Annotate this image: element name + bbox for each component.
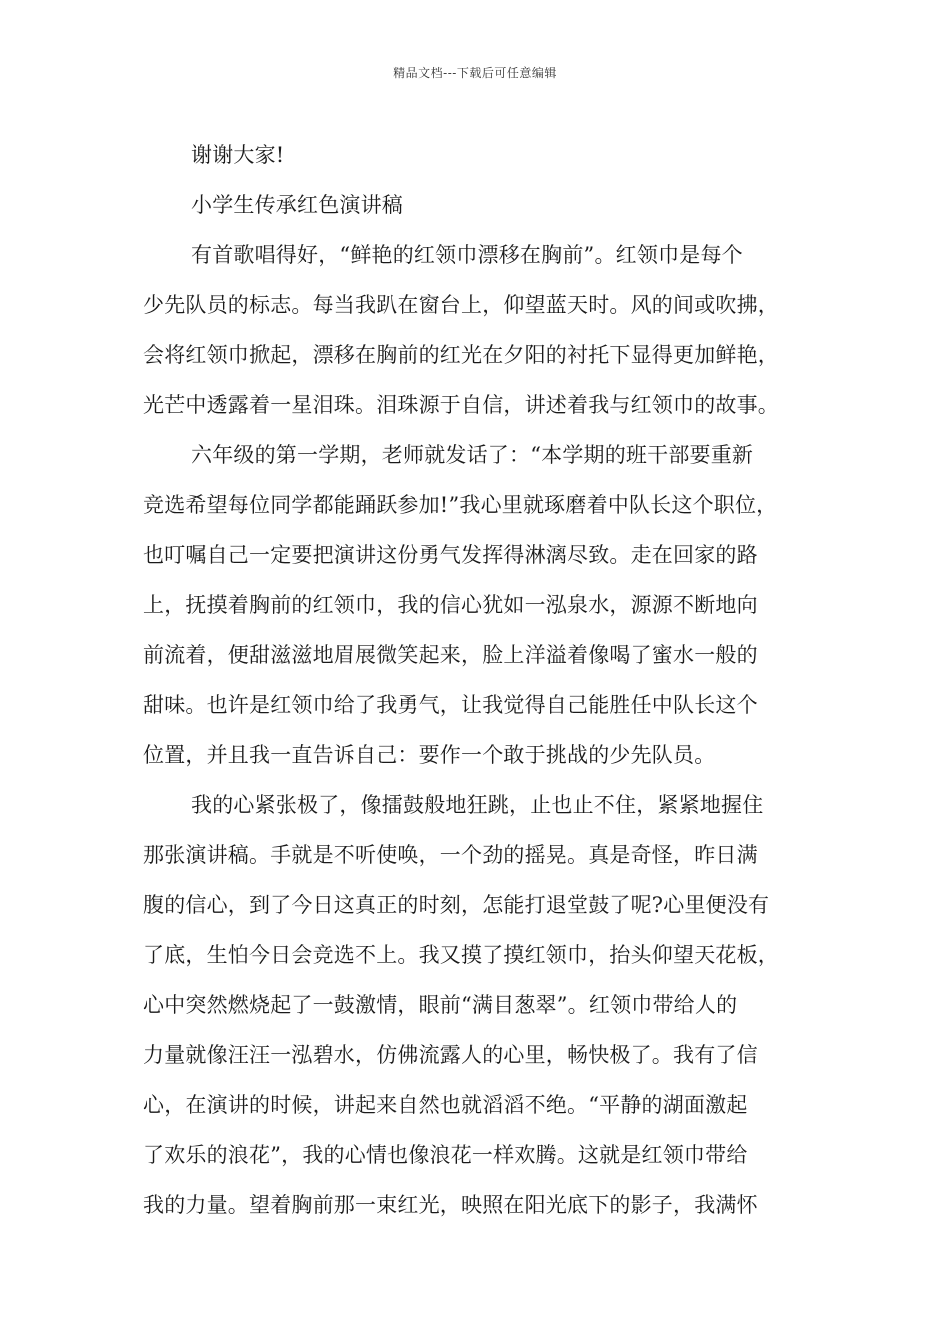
text-line: 竞选希望每位同学都能踊跃参加!”我心里就琢磨着中队长这个职位， — [143, 493, 778, 517]
text-line: 力量就像汪汪一泓碧水，仿佛流露人的心里，畅快极了。我有了信 — [143, 1043, 758, 1067]
text-line: 那张演讲稿。手就是不听使唤，一个劲的摇晃。真是奇怪，昨日满 — [143, 843, 758, 867]
closing-line: 谢谢大家! — [191, 143, 285, 167]
text-line: 了欢乐的浪花”，我的心情也像浪花一样欢腾。这就是红领巾带给 — [143, 1143, 748, 1167]
paragraph-3 — [143, 780, 823, 1230]
text-line: 位置，并且我一直告诉自己：要作一个敢于挑战的少先队员。 — [143, 743, 716, 767]
text-line: 六年级的第一学期，老师就发话了：“本学期的班干部要重新 — [191, 443, 754, 467]
text-line: 我的心紧张极了，像擂鼓般地狂跳，止也止不住，紧紧地握住 — [191, 793, 764, 817]
text-line: 甜味。也许是红领巾给了我勇气，让我觉得自己能胜任中队长这个 — [143, 693, 758, 717]
text-line: 光芒中透露着一星泪珠。泪珠源于自信，讲述着我与红领巾的故事。 — [143, 393, 779, 417]
page-header: 精品文档---下载后可任意编辑 — [393, 66, 557, 80]
text-line: 心，在演讲的时候，讲起来自然也就滔滔不绝。“平静的湖面激起 — [143, 1093, 748, 1117]
text-line: 也叮嘱自己一定要把演讲这份勇气发挥得淋漓尽致。走在回家的路 — [143, 543, 758, 567]
text-line: 腹的信心，到了今日这真正的时刻，怎能打退堂鼓了呢?心里便没有 — [143, 893, 770, 917]
text-line: 会将红领巾掀起，漂移在胸前的红光在夕阳的衬托下显得更加鲜艳， — [143, 343, 779, 367]
text-line: 少先队员的标志。每当我趴在窗台上，仰望蓝天时。风的间或吹拂， — [143, 293, 779, 317]
speech-title: 小学生传承红色演讲稿 — [191, 193, 403, 217]
text-line: 前流着，便甜滋滋地眉展微笑起来，脸上洋溢着像喝了蜜水一般的 — [143, 643, 758, 667]
paragraph-2 — [143, 430, 823, 780]
document-body — [143, 130, 823, 1230]
text-line: 心中突然燃烧起了一鼓激情，眼前“满目葱翠”。红领巾带给人的 — [143, 993, 738, 1017]
text-line: 上，抚摸着胸前的红领巾，我的信心犹如一泓泉水，源源不断地向 — [143, 593, 758, 617]
text-line: 了底，生怕今日会竞选不上。我又摸了摸红领巾，抬头仰望天花板， — [143, 943, 779, 967]
paragraph-1 — [143, 230, 823, 430]
text-line: 我的力量。望着胸前那一束红光，映照在阳光底下的影子，我满怀 — [143, 1193, 758, 1217]
text-line: 有首歌唱得好，“鲜艳的红领巾漂移在胸前”。红领巾是每个 — [191, 243, 743, 267]
